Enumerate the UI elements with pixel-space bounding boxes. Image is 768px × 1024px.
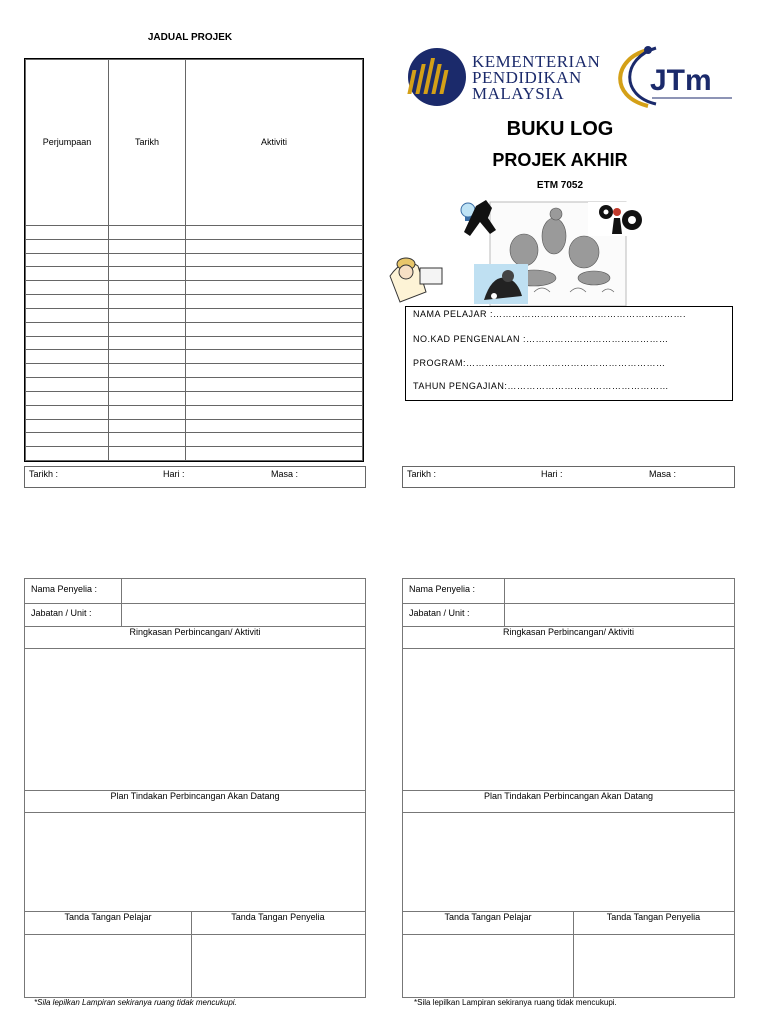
schedule-row <box>26 225 363 239</box>
date-cell[interactable] <box>109 405 186 419</box>
col-header-activity: Aktiviti <box>186 60 363 226</box>
meeting-cell[interactable] <box>26 239 109 253</box>
activity-cell[interactable] <box>186 281 363 295</box>
schedule-row <box>26 405 363 419</box>
student-info-box <box>405 306 733 401</box>
meeting-cell[interactable] <box>26 225 109 239</box>
schedule-row <box>26 253 363 267</box>
activity-cell[interactable] <box>186 378 363 392</box>
schedule-row <box>26 364 363 378</box>
schedule-row <box>26 267 363 281</box>
meeting-cell[interactable] <box>26 419 109 433</box>
activity-cell[interactable] <box>186 391 363 405</box>
date-cell[interactable] <box>109 391 186 405</box>
signature-header <box>25 911 365 935</box>
activity-cell[interactable] <box>186 364 363 378</box>
schedule-row <box>26 447 363 461</box>
date-bar-left <box>24 466 366 488</box>
meeting-cell[interactable] <box>26 336 109 350</box>
meeting-cell[interactable] <box>26 267 109 281</box>
supervisor-sign-label: Tanda Tangan Penyelia <box>231 912 325 922</box>
student-sign-label: Tanda Tangan Pelajar <box>444 912 532 922</box>
date-cell[interactable] <box>109 419 186 433</box>
book-title: BUKU LOG <box>506 118 614 140</box>
student-signature-area[interactable] <box>403 934 573 997</box>
schedule-title: JADUAL PROJEK <box>147 32 233 43</box>
meeting-cell[interactable] <box>26 447 109 461</box>
plan-area[interactable] <box>403 812 734 912</box>
department-label: Jabatan / Unit : <box>409 608 470 618</box>
activity-cell[interactable] <box>186 350 363 364</box>
summary-area[interactable] <box>403 648 734 791</box>
meeting-cell[interactable] <box>26 295 109 309</box>
schedule-row <box>26 281 363 295</box>
date-label: Tarikh : <box>407 469 437 479</box>
meeting-cell[interactable] <box>26 378 109 392</box>
student-name-field[interactable]: NAMA PELAJAR :……………………………………………………. <box>413 309 687 319</box>
date-cell[interactable] <box>109 267 186 281</box>
schedule-row <box>26 391 363 405</box>
date-label: Tarikh : <box>29 469 59 479</box>
footnote-right: *Sila lepilkan Lampiran sekiranya ruang tidak mencukupi. <box>414 998 617 1007</box>
date-cell[interactable] <box>109 364 186 378</box>
worker-with-blueprint-icon <box>390 258 442 302</box>
ministry-name: KEMENTERIAN PENDIDIKAN MALAYSIA <box>472 52 601 103</box>
schedule-row <box>26 308 363 322</box>
meeting-cell[interactable] <box>26 364 109 378</box>
date-cell[interactable] <box>109 308 186 322</box>
study-year-field[interactable]: TAHUN PENGAJIAN:…………………………………………… <box>413 381 669 391</box>
day-label: Hari : <box>163 469 185 479</box>
date-cell[interactable] <box>109 239 186 253</box>
schedule-row <box>26 433 363 447</box>
summary-header: Ringkasan Perbincangan/ Aktiviti <box>25 626 365 649</box>
supervisor-signature-area[interactable] <box>573 934 734 997</box>
supervisor-sign-label: Tanda Tangan Penyelia <box>606 912 701 922</box>
department-row <box>403 603 734 627</box>
meeting-cell[interactable] <box>26 308 109 322</box>
plan-area[interactable] <box>25 812 365 912</box>
meeting-cell[interactable] <box>26 253 109 267</box>
student-signature-area[interactable] <box>25 934 191 997</box>
log-form-right <box>402 578 735 998</box>
date-cell[interactable] <box>109 322 186 336</box>
logo-header <box>404 44 740 114</box>
date-cell[interactable] <box>109 447 186 461</box>
time-label: Masa : <box>271 469 299 479</box>
activity-cell[interactable] <box>186 308 363 322</box>
summary-header: Ringkasan Perbincangan/ Aktiviti <box>403 626 734 649</box>
schedule-row <box>26 295 363 309</box>
date-cell[interactable] <box>109 433 186 447</box>
date-cell[interactable] <box>109 281 186 295</box>
date-cell[interactable] <box>109 350 186 364</box>
summary-area[interactable] <box>25 648 365 791</box>
schedule-row <box>26 419 363 433</box>
schedule-row <box>26 350 363 364</box>
activity-cell[interactable] <box>186 336 363 350</box>
schedule-row <box>26 322 363 336</box>
schedule-row <box>26 239 363 253</box>
time-label: Masa : <box>649 469 677 479</box>
log-form-left <box>24 578 366 998</box>
supervisor-row <box>25 579 365 604</box>
schedule-row <box>26 378 363 392</box>
signature-header <box>403 911 734 935</box>
meeting-cell[interactable] <box>26 405 109 419</box>
date-cell[interactable] <box>109 336 186 350</box>
col-header-date: Tarikh <box>109 60 186 226</box>
meeting-cell[interactable] <box>26 322 109 336</box>
schedule-row <box>26 336 363 350</box>
jtm-logo-icon <box>608 44 738 110</box>
date-cell[interactable] <box>109 295 186 309</box>
svg-text:JTm: JTm <box>650 64 712 97</box>
meeting-cell[interactable] <box>26 433 109 447</box>
activity-cell[interactable] <box>186 225 363 239</box>
supervisor-label: Nama Penyelia : <box>409 584 476 594</box>
activity-cell[interactable] <box>186 322 363 336</box>
activity-cell[interactable] <box>186 419 363 433</box>
program-field[interactable]: PROGRAM:……………………………………………………… <box>413 358 666 368</box>
activity-cell[interactable] <box>186 405 363 419</box>
date-cell[interactable] <box>109 378 186 392</box>
activity-cell[interactable] <box>186 239 363 253</box>
day-label: Hari : <box>541 469 563 479</box>
col-header-meeting: Perjumpaan <box>26 60 109 226</box>
date-cell[interactable] <box>109 225 186 239</box>
date-bar-right <box>402 466 735 488</box>
ic-number-field[interactable]: NO.KAD PENGENALAN :……………………………………… <box>413 334 669 344</box>
plan-header: Plan Tindakan Perbincangan Akan Datang <box>25 790 365 813</box>
department-row <box>25 603 365 627</box>
plan-header: Plan Tindakan Perbincangan Akan Datang <box>403 790 734 813</box>
department-label: Jabatan / Unit : <box>31 608 92 618</box>
activity-cell[interactable] <box>186 295 363 309</box>
engineering-clipart-collage <box>384 192 650 308</box>
footnote-left: *Sila lepilkan Lampiran sekiranya ruang tidak mencukupi. <box>34 998 237 1007</box>
book-subtitle: PROJEK AKHIR <box>492 150 628 170</box>
supervisor-row <box>403 579 734 604</box>
schedule-table <box>24 58 364 462</box>
course-code: ETM 7052 <box>536 180 584 191</box>
activity-cell[interactable] <box>186 447 363 461</box>
activity-cell[interactable] <box>186 433 363 447</box>
supervisor-signature-area[interactable] <box>191 934 365 997</box>
meeting-cell[interactable] <box>26 281 109 295</box>
supervisor-label: Nama Penyelia : <box>31 584 98 594</box>
meeting-cell[interactable] <box>26 350 109 364</box>
activity-cell[interactable] <box>186 267 363 281</box>
student-sign-label: Tanda Tangan Pelajar <box>64 912 152 922</box>
meeting-cell[interactable] <box>26 391 109 405</box>
activity-cell[interactable] <box>186 253 363 267</box>
date-cell[interactable] <box>109 253 186 267</box>
